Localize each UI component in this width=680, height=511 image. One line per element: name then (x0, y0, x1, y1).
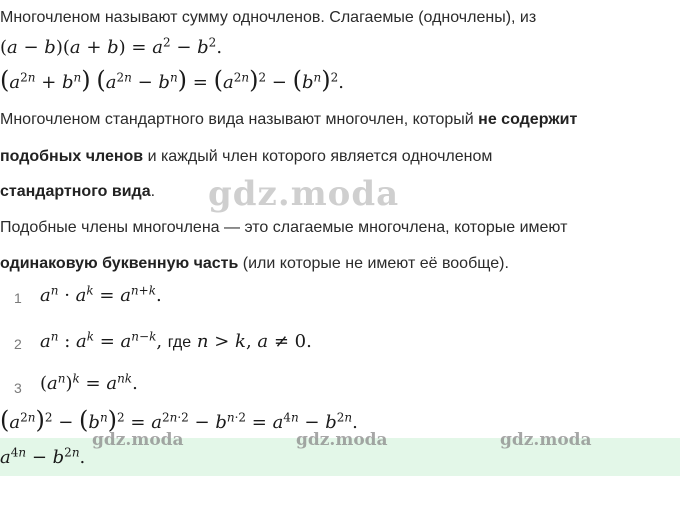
formula-expanded: $(a^{2n})^2 - (b^n)^2 = a^{2n\cdot 2} - b^{n\cdot 2} = a^{4n} - b^{2n}$. (0, 406, 358, 434)
bold-term: не содержит (478, 111, 578, 128)
formula-power-of-power: $(a^n)^k = a^{nk}$. (40, 371, 138, 394)
watermark-logo: gdz.moda (296, 430, 388, 450)
bold-term: стандартного вида (0, 183, 151, 200)
list-number-3: 3 (14, 380, 22, 396)
intro-text: Многочленом называют сумму одночленов. Слагаемые (одночлены), из (0, 9, 537, 26)
list-number-1: 1 (14, 290, 22, 306)
definition-line-2: подобных членов и каждый член которого является одночленом (0, 148, 493, 165)
definition-line-3: стандартного вида. (0, 183, 156, 200)
formula-result: $a^{4n} - b^{2n}$. (0, 445, 86, 468)
list-number-2: 2 (14, 336, 22, 352)
formula-difference-of-squares: $(a - b)(a + b) = a^2 - b^2$. (0, 35, 223, 58)
formula-power-divide: $a^n$ : $a^k = a^{n-k}$, где n > k, a ≠ 0. (40, 329, 312, 352)
watermark-logo: gdz.moda (500, 430, 592, 450)
formula-power-product: $(a^{2n} + b^n) (a^{2n} - b^n) = (a^{2n})^2 - (b^n)^2$. (0, 66, 344, 94)
watermark-logo: gdz.moda (208, 174, 400, 214)
watermark-logo: gdz.moda (92, 430, 184, 450)
formula-power-multiply: $a^n \cdot a^k = a^{n+k}$. (40, 283, 162, 306)
similar-terms-line-2: одинаковую буквенную часть (или которые не имеют её вообще). (0, 255, 509, 272)
similar-terms-line-1: Подобные члены многочлена — это слагаемые многочлена, которые имеют (0, 219, 568, 236)
bold-term: одинаковую буквенную часть (0, 255, 239, 272)
bold-term: подобных членов (0, 148, 144, 165)
definition-line-1: Многочленом стандартного вида называют многочлен, который не содержит (0, 111, 578, 128)
